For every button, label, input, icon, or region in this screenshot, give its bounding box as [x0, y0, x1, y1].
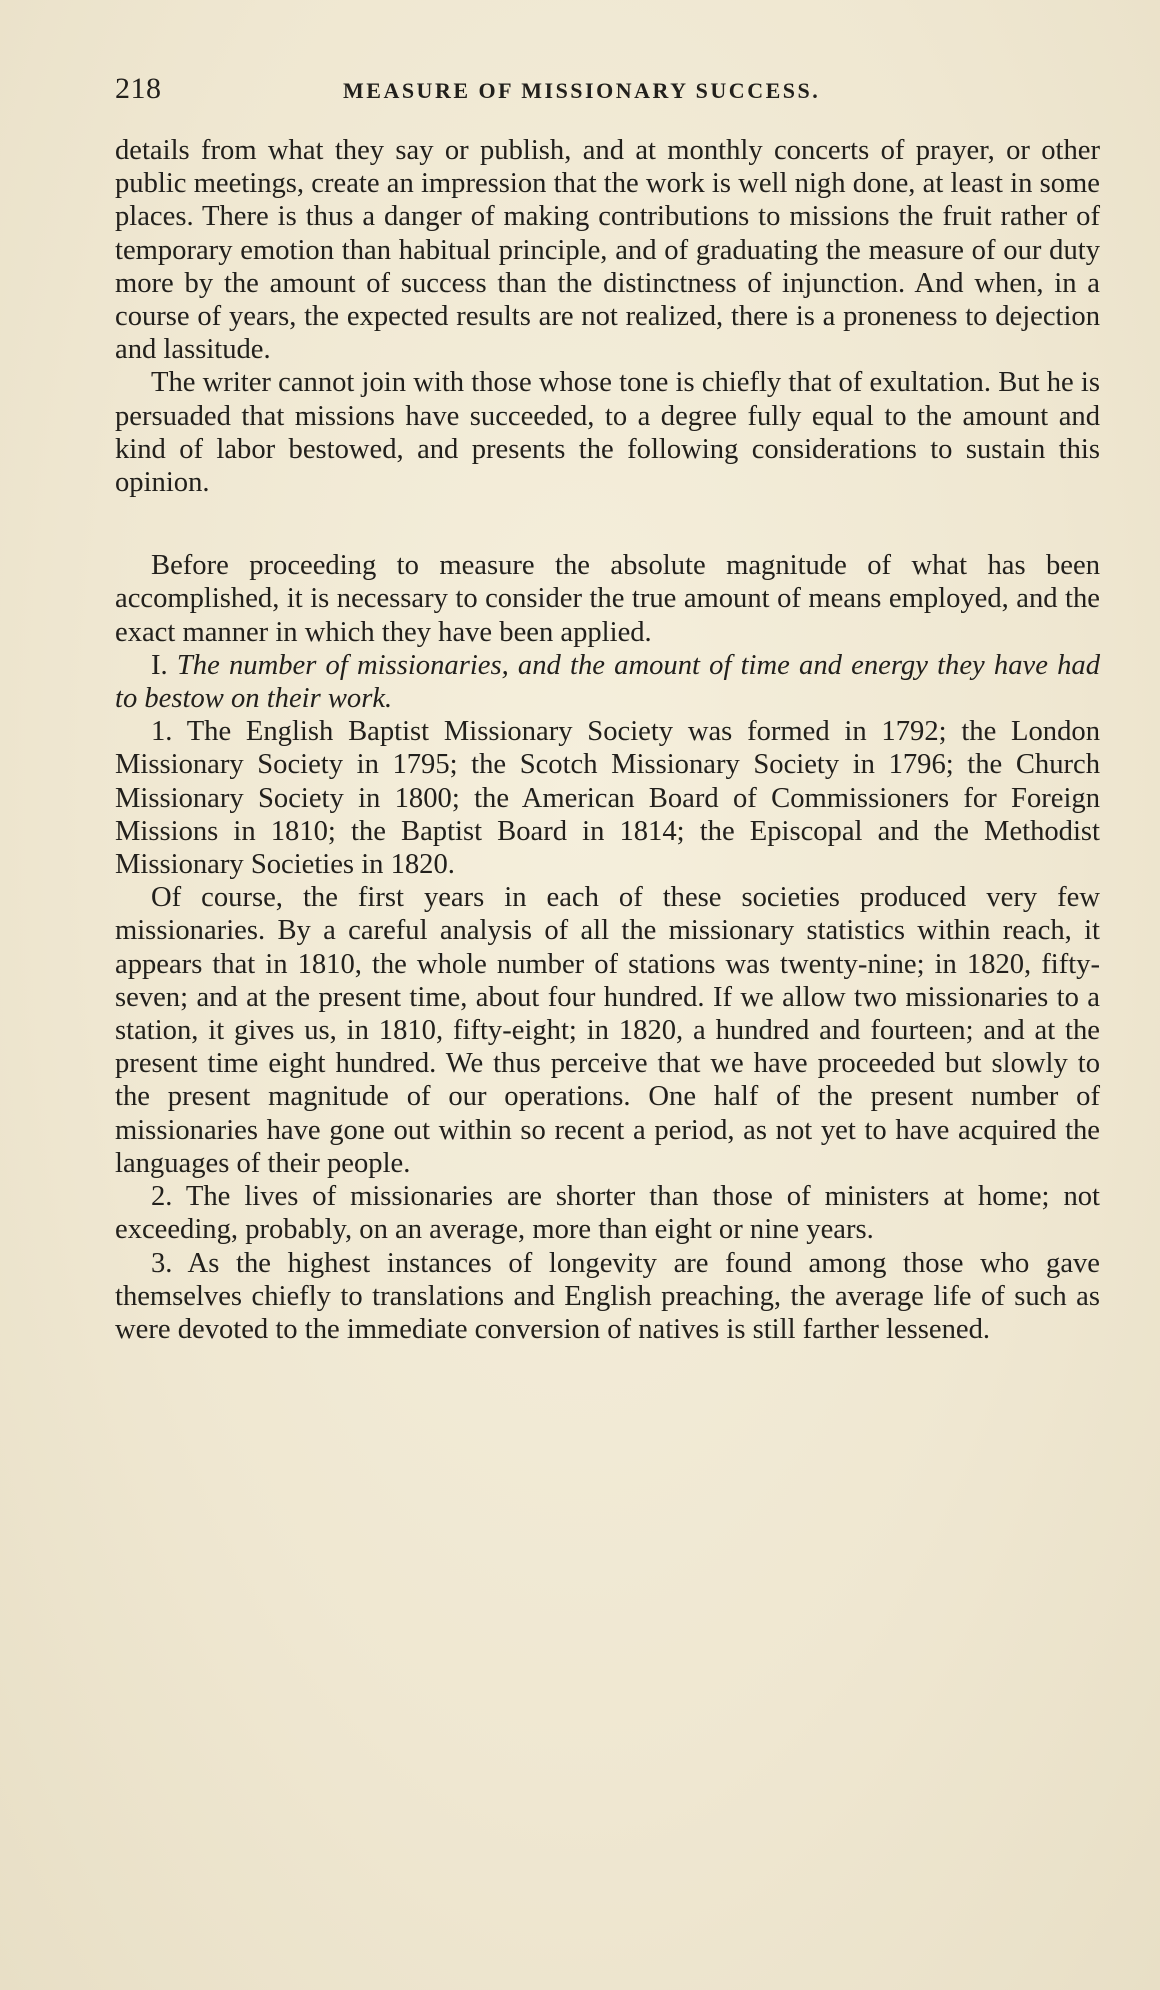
- paragraph-continuation: details from what they say or publish, and at monthly concerts of prayer, or other public meetings, create an impression that the work is well nigh done, at least in some places. There is thus a danger of making contributions to missions the fruit rather of temporary emotion than habitual principle, and of graduating the measure of our duty more by the amount of success than the distinctness of injunction. And when, in a course of years, the expected results are not realized, there is a proneness to dejection and lassitude.: [115, 135, 1100, 366]
- section-heading-one: [115, 649, 1100, 715]
- section-heading-label: I.: [151, 649, 177, 681]
- paragraph-item-3: 3. As the highest instances of longevity are found among those who gave themselves chiefly to translations and English preaching, the average life of such as were devoted to the immediate conversion of natives is still farther lessened.: [115, 1247, 1100, 1345]
- paragraph-writer-opinion: The writer cannot join with those whose tone is chiefly that of exultation. But he is persuaded that missions have succeeded, to a degree fully equal to the amount and kind of labor bestowed, and presents the following considerations to sustain this opinion.: [115, 367, 1100, 499]
- running-head: MEASURE OF MISSIONARY SUCCESS.: [343, 78, 821, 103]
- paragraph-first-years: Of course, the first years in each of these societies produced very few missionaries. By a careful analysis of all the missionary statistics within reach, it appears that in 1810, the whole number of stations was twenty-nine; in 1820, fifty-seven; and at the present time, about four hundred. If we allow two missionaries to a station, it gives us, in 1810, fifty-eight; in 1820, a hundred and fourteen; and at the present time eight hundred. We thus perceive that we have proceeded but slowly to the present magnitude of our operations. One half of the present number of missionaries have gone out within so recent a period, as not yet to have acquired the languages of their people.: [115, 882, 1100, 1179]
- paragraph-item-1: 1. The English Baptist Missionary Society was formed in 1792; the London Missionary Society in 1795; the Scotch Missionary Society in 1796; the Church Missionary Society in 1800; the American Board of Commissioners for Foreign Missions in 1810; the Baptist Board in 1814; the Episcopal and the Methodist Missionary Societies in 1820.: [115, 716, 1100, 881]
- paragraph-before-proceeding: Before proceeding to measure the absolute magnitude of what has been accomplished, it is necessary to consider the true amount of means employed, and the exact manner in which they have been applied.: [115, 550, 1100, 648]
- page-header: [115, 72, 1055, 112]
- page-number: 218: [115, 72, 162, 105]
- section-heading-title: The number of missionaries, and the amount of time and energy they have had to bestow on their work.: [115, 649, 1100, 715]
- body-text: [115, 134, 1100, 1346]
- paragraph-item-2: 2. The lives of missionaries are shorter than those of ministers at home; not exceeding, probably, on an average, more than eight or nine years.: [115, 1181, 1100, 1246]
